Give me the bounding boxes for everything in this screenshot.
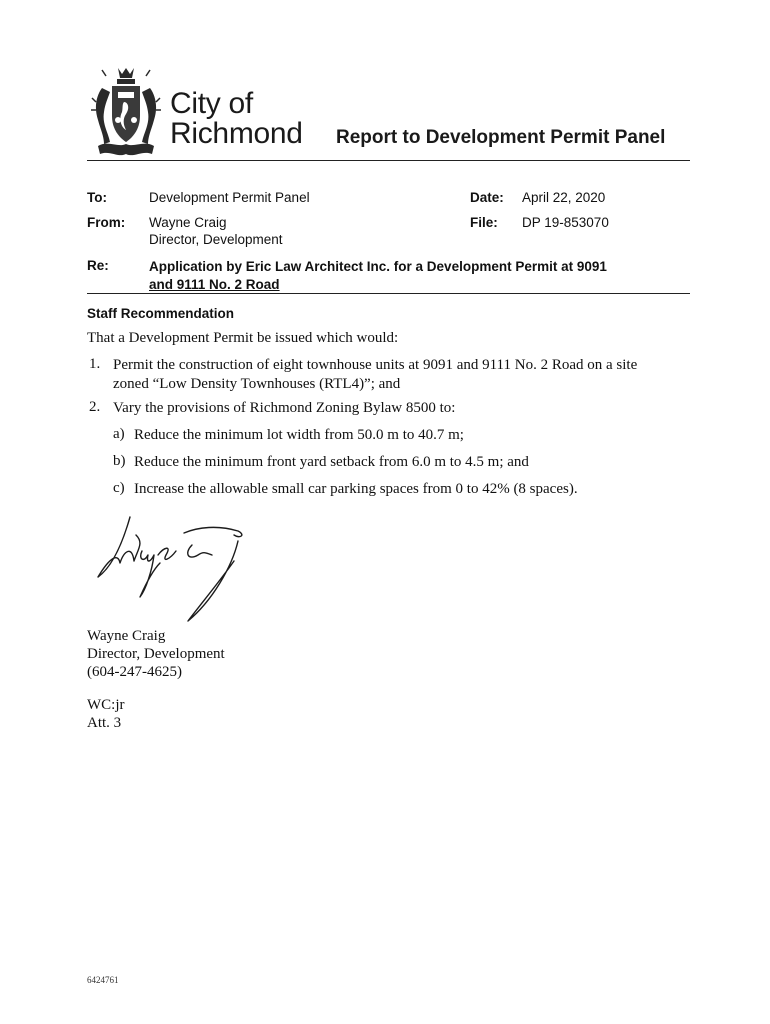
list-item — [113, 356, 673, 394]
attachments-note: Att. 3 — [87, 715, 122, 731]
list-item-line: Permit the construction of eight townhouse units at 9091 and 9111 No. 2 Road on a site — [113, 357, 638, 373]
typist-initials: WC:jr — [87, 697, 125, 713]
re-label: Re: — [87, 258, 109, 273]
list-item: Vary the provisions of Richmond Zoning Bylaw 8500 to: — [113, 400, 456, 416]
to-label: To: — [87, 190, 107, 205]
date-value: April 22, 2020 — [522, 190, 606, 205]
letterhead-rule — [87, 160, 690, 161]
signatory-name: Wayne Craig — [87, 628, 166, 644]
re-subject — [149, 258, 669, 294]
sub-item: Increase the allowable small car parking spaces from 0 to 42% (8 spaces). — [134, 481, 578, 497]
file-label: File: — [470, 215, 498, 230]
from-name: Wayne Craig — [149, 215, 227, 230]
sub-item: Reduce the minimum front yard setback from 6.0 m to 4.5 m; and — [134, 454, 529, 470]
document-number: 6424761 — [87, 975, 119, 985]
section-heading-staff-recommendation: Staff Recommendation — [87, 306, 235, 321]
signatory-phone: (604-247-4625) — [87, 664, 182, 680]
city-crest-logo — [88, 62, 164, 162]
sub-item-letter: a) — [113, 426, 125, 442]
sub-item-letter: b) — [113, 453, 126, 469]
city-name-line2: Richmond — [170, 117, 303, 150]
file-number: DP 19-853070 — [522, 215, 609, 230]
list-item-number: 1. — [89, 356, 101, 372]
city-name-line1: City of — [170, 87, 253, 120]
sub-item-letter: c) — [113, 480, 125, 496]
handwritten-signature — [88, 505, 258, 630]
from-title: Director, Development — [149, 232, 283, 247]
date-label: Date: — [470, 190, 504, 205]
report-title: Report to Development Permit Panel — [336, 127, 666, 148]
from-label: From: — [87, 215, 126, 230]
list-item-line: zoned “Low Density Townhouses (RTL4)”; and — [113, 376, 401, 392]
re-subject-line2: and 9111 No. 2 Road — [149, 277, 280, 292]
re-subject-line1: Application by Eric Law Architect Inc. for a Development Permit at 9091 — [149, 259, 607, 274]
sub-item: Reduce the minimum lot width from 50.0 m to 40.7 m; — [134, 427, 464, 443]
signatory-title: Director, Development — [87, 646, 225, 662]
recommendation-intro: That a Development Permit be issued which would: — [87, 330, 399, 346]
to-value: Development Permit Panel — [149, 190, 310, 205]
memo-header-rule — [87, 293, 690, 294]
list-item-number: 2. — [89, 399, 101, 415]
